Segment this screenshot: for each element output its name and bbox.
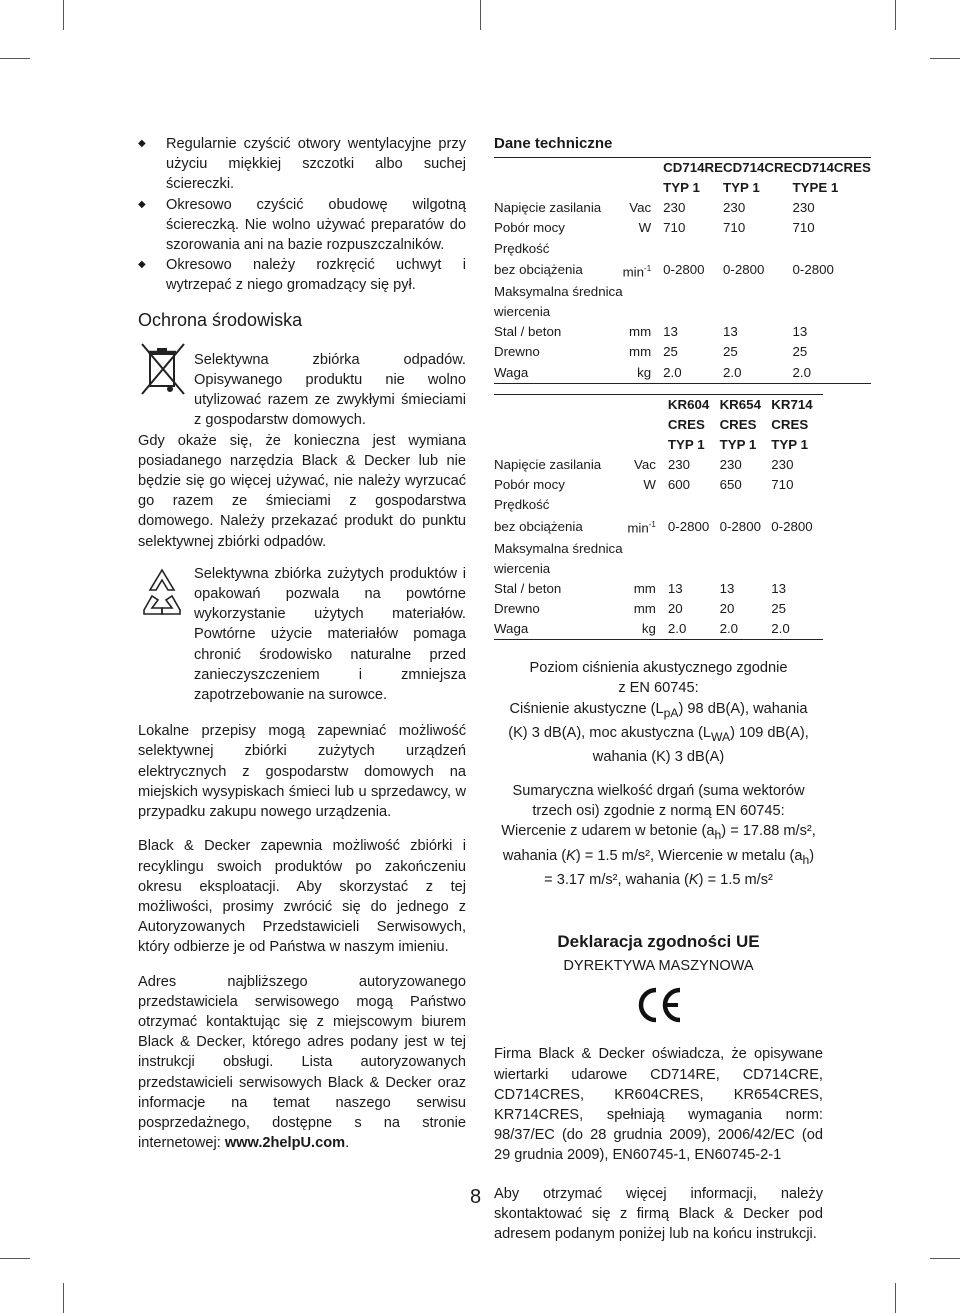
row-unit — [623, 559, 668, 579]
table-row — [494, 239, 871, 259]
model-header: TYPE 1 — [792, 180, 839, 196]
row-value: 230 — [667, 456, 691, 472]
row-value: 25 — [723, 344, 738, 360]
table-row — [494, 619, 823, 640]
model-header: CD714CRES — [793, 158, 871, 179]
vibration-line-metal: wahania (K) = 1.5 m/s², Wiercenie w metalu $(a_h)$ — [502, 847, 815, 867]
row-value: 230 — [771, 456, 794, 472]
row-value: 20 — [667, 601, 683, 617]
row-unit: mm — [629, 344, 652, 360]
row-unit: W — [638, 220, 652, 236]
row-value: 2.0 — [793, 363, 871, 384]
row-unit: $\min^{-1}$ — [627, 520, 656, 536]
row-label: wiercenia — [494, 304, 551, 320]
service-website-link[interactable]: www.2helpU.com — [224, 1135, 346, 1152]
service-paragraph: Adres najbliższego autoryzowanego przedstawiciela serwisowego mogą Państwo otrzymać kontaktując się z miejscowym biurem Black & Decker, którego adres podany jest w tej instrukcji obsługi. Lista autoryzowanych przedstawicieli serwisowych Black & Decker oraz informacje na temat naszego serwisu posprzedażnego, dostępne s na stronie internetowej: www.2helpU.com. — [138, 973, 466, 1152]
row-value: 710 — [792, 220, 815, 236]
model-header: KR714 — [771, 394, 823, 415]
crop-mark — [0, 1258, 30, 1259]
row-label: bez obciążenia — [494, 262, 583, 278]
diamond-bullet-icon: ◆ — [138, 198, 146, 210]
recycle-icon — [138, 566, 194, 622]
ce-mark-icon — [494, 986, 823, 1030]
row-value — [720, 495, 772, 515]
row-value: 230 — [723, 200, 746, 216]
vibration-line-concrete: Wiercenie z udarem w betonie $(a_h) = 17.88$ m/s², — [501, 823, 816, 843]
row-value: 600 — [667, 477, 691, 493]
model-header: TYP 1 — [719, 436, 757, 452]
table-row — [494, 218, 871, 238]
model-header: KR604 — [668, 394, 720, 415]
crop-mark — [63, 1283, 64, 1313]
row-value — [771, 539, 823, 559]
crop-mark — [0, 58, 30, 59]
row-value: 710 — [663, 220, 686, 236]
row-value: 710 — [723, 220, 746, 236]
disposal-paragraph: Gdy okaże się, że konieczna jest wymiana posiadanego narzędzia Black & Decker lub nie będzie się go więcej używać, nie należy wyrzucać go razem ze śmieciami z gospodarstwa domowego. Należy przekazać produkt do punktu selektywnej zbiórki odpadów. — [138, 432, 466, 550]
table-row — [494, 455, 823, 475]
row-value: 230 — [792, 200, 815, 216]
row-label: Maksymalna średnica — [494, 540, 623, 556]
crossed-bin-icon — [138, 340, 194, 404]
row-value: 2.0 — [723, 363, 792, 384]
row-value — [793, 282, 871, 302]
row-value: 0-2800 — [792, 262, 834, 278]
row-value: 20 — [719, 601, 735, 617]
row-value — [723, 282, 792, 302]
local-rules-paragraph: Lokalne przepisy mogą zapewniać możliwość selektywnej zbiórki zużytych urządzeń elektrycznych z gospodarstw domowych na miejskich wysypiskach śmieci lub u sprzedawcy, w przypadku zakupu nowego urządzenia. — [138, 723, 466, 821]
tech-table-2 — [494, 394, 823, 641]
model-header: TYP 1 — [723, 180, 760, 196]
model-header: CD714RE — [663, 158, 723, 179]
row-label: Drewno — [494, 344, 540, 360]
table-row — [494, 322, 871, 342]
row-unit — [623, 302, 664, 322]
row-unit — [623, 282, 664, 302]
row-label: Pobór mocy — [494, 477, 565, 493]
row-value: 0-2800 — [723, 262, 765, 278]
vibration-block: Sumaryczna wielkość drgań (suma wektorów trzech osi) zgodnie z normą EN 60745: Wiercenie z udarem w betonie $(a_h) = 17.88$ m/s², wahania (K) = 1.5 m/s², Wiercenie w metalu $(a_h)$ = 3.17 m/s², wahania (K) = 1.5 m/s² — [494, 781, 823, 890]
declaration-title: Deklaracja zgodności UE — [557, 931, 760, 951]
row-value — [771, 495, 823, 515]
right-column — [494, 134, 871, 1258]
declaration-subtitle: DYREKTYWA MASZYNOWA — [563, 958, 754, 975]
row-value: 0-2800 — [667, 518, 710, 534]
row-value — [793, 302, 871, 322]
model-header: CRES — [771, 416, 809, 432]
tech-data-title: Dane techniczne — [494, 135, 613, 152]
row-unit — [623, 495, 668, 515]
left-column — [138, 134, 466, 1167]
row-label: Napięcie zasilania — [494, 456, 602, 472]
table-row — [494, 475, 823, 495]
row-value — [668, 559, 720, 579]
row-value — [793, 239, 871, 259]
row-unit: kg — [623, 363, 664, 384]
row-label: Stal / beton — [494, 324, 562, 340]
noise-line-lwa: (K) 3 dB(A), moc akustyczna $(L_{WA})$ 109 dB(A), — [508, 724, 809, 744]
row-value — [668, 495, 720, 515]
declaration-paragraph: Firma Black & Decker oświadcza, że opisywane wiertarki udarowe CD714RE, CD714CRE, CD714CRES, KR604CRES, KR654CRES, KR714CRES, spełniają wymagania norm: 98/37/EC (do 28 grudnia 2009), 2006/42/EC (od 29 grudnia 2009), EN60745-1, EN60745-2-1 — [494, 1046, 823, 1164]
row-value: 25 — [771, 601, 787, 617]
crop-mark — [63, 0, 64, 30]
crop-mark — [930, 1258, 960, 1259]
row-label: wiercenia — [494, 560, 551, 576]
row-value: 0-2800 — [663, 262, 705, 278]
row-label: Maksymalna średnica — [494, 284, 623, 300]
table-row — [494, 302, 871, 322]
row-value: 13 — [792, 324, 808, 340]
row-value: 710 — [771, 477, 794, 493]
row-value: 13 — [663, 324, 678, 340]
row-value — [663, 302, 723, 322]
row-value: 13 — [723, 324, 738, 340]
row-value: 2.0 — [771, 619, 823, 640]
row-value: 2.0 — [720, 619, 772, 640]
table-row — [494, 259, 871, 283]
weee-block: Selektywna zbiórka odpadów. Opisywanego produktu nie wolno utylizować razem ze zwykłymi śmieciami z gospodarstw domowych. — [138, 340, 466, 431]
row-unit — [623, 239, 664, 259]
row-unit: Vac — [629, 200, 652, 216]
bullet-item: ◆ Okresowo należy rozkręcić uchwyt i wytrzepać z niego gromadzący się pył. — [138, 255, 466, 295]
diamond-bullet-icon: ◆ — [138, 259, 146, 271]
row-value: 13 — [719, 580, 735, 596]
row-value — [663, 282, 723, 302]
row-value: 2.0 — [668, 619, 720, 640]
crop-mark — [930, 58, 960, 59]
model-header: CD714CRE — [723, 158, 792, 179]
row-value — [771, 559, 823, 579]
row-unit: Vac — [633, 456, 656, 472]
model-header: CRES — [667, 416, 705, 432]
row-label: Drewno — [494, 601, 540, 617]
row-value: 230 — [719, 456, 742, 472]
row-value — [720, 559, 772, 579]
vibration-line-metal-value: = 3.17 m/s², wahania (K) = 1.5 m/s² — [544, 871, 773, 888]
diamond-bullet-icon: ◆ — [138, 138, 146, 149]
crop-mark — [480, 0, 481, 30]
recycle-block: Selektywna zbiórka zużytych produktów i opakowań pozwala na powtórne wykorzystanie użytych materiałów. Powtórne użycie materiałów pomaga chronić środowisko naturalne przed zanieczyszczeniem i zmniejsza zapotrzebowanie na surowce. — [138, 566, 466, 705]
row-value: 650 — [719, 477, 742, 493]
crop-mark — [895, 1283, 896, 1313]
row-value — [723, 239, 792, 259]
noise-line-lpa: Ciśnienie akustyczne $(L_{pA})$ 98 dB(A), wahania — [509, 700, 808, 720]
table-row — [494, 559, 823, 579]
table-row — [494, 342, 871, 362]
row-label: Pobór mocy — [494, 220, 565, 236]
row-label: Napięcie zasilania — [494, 200, 602, 216]
bullet-item: ◆ Regularnie czyścić otwory wentylacyjne przy użyciu miękkiej szczotki albo suchej ściereczki. — [138, 134, 466, 195]
row-label: Waga — [494, 363, 623, 384]
row-value: 13 — [667, 580, 683, 596]
row-value: 0-2800 — [771, 518, 813, 534]
contact-paragraph: Aby otrzymać więcej informacji, należy skontaktować się z firmą Black & Decker pod adresem podanym poniżej lub na końcu instrukcji. — [494, 1185, 823, 1243]
row-value: 0-2800 — [719, 518, 761, 534]
row-value — [723, 302, 792, 322]
row-value: 2.0 — [663, 363, 723, 384]
row-value — [668, 539, 720, 559]
table-row — [494, 515, 823, 539]
model-header: CRES — [719, 416, 757, 432]
table-row — [494, 495, 823, 515]
table-row — [494, 599, 823, 619]
row-unit: kg — [623, 619, 668, 640]
row-label: Stal / beton — [494, 580, 562, 596]
row-value: 13 — [771, 580, 787, 596]
row-value: 25 — [792, 344, 808, 360]
row-unit: W — [643, 477, 656, 493]
row-unit: mm — [633, 580, 656, 596]
recycling-paragraph: Black & Decker zapewnia możliwość zbiórki i recyklingu swoich produktów po zakończeniu okresu eksploatacji. Aby skorzystać z tej możliwości, prosimy zwrócić się do jednego z Autoryzowanych Przedstawicieli Serwisowych, który odbierze je od Państwa w naszym imieniu. — [138, 838, 466, 956]
row-unit — [623, 539, 668, 559]
table-row — [494, 363, 871, 384]
table-row — [494, 539, 823, 559]
model-header: KR654 — [720, 394, 772, 415]
section-title: Ochrona środowiska — [138, 309, 303, 330]
row-value — [663, 239, 723, 259]
page-number: 8 — [470, 1186, 482, 1208]
row-label: bez obciążenia — [494, 518, 583, 534]
bullet-item: ◆ Okresowo czyścić obudowę wilgotną ściereczką. Nie wolno używać preparatów do szorowania ani na bazie rozpuszczalników. — [138, 195, 466, 256]
table-row — [494, 198, 871, 218]
row-label: Prędkość — [494, 497, 550, 513]
noise-block: Poziom ciśnienia akustycznego zgodnie z EN 60745: Ciśnienie akustyczne $(L_{pA})$ 98 dB(A), wahania (K) 3 dB(A), moc akustyczna $(L_{WA})$ 109 dB(A), wahania (K) 3 dB(A) — [494, 658, 823, 767]
row-unit: mm — [629, 324, 652, 340]
row-value: 230 — [663, 200, 686, 216]
row-value — [720, 539, 772, 559]
table-row — [494, 282, 871, 302]
tech-table-1 — [494, 157, 871, 383]
row-label: Waga — [494, 619, 623, 640]
model-header: TYP 1 — [663, 180, 700, 196]
model-header: TYP 1 — [771, 436, 808, 452]
row-unit: $\min^{-1}$ — [622, 263, 652, 280]
table-row — [494, 579, 823, 599]
row-unit: mm — [633, 601, 656, 617]
model-header: TYP 1 — [667, 436, 705, 452]
row-label: Prędkość — [494, 240, 550, 256]
row-value: 25 — [663, 344, 678, 360]
crop-mark — [895, 0, 896, 30]
